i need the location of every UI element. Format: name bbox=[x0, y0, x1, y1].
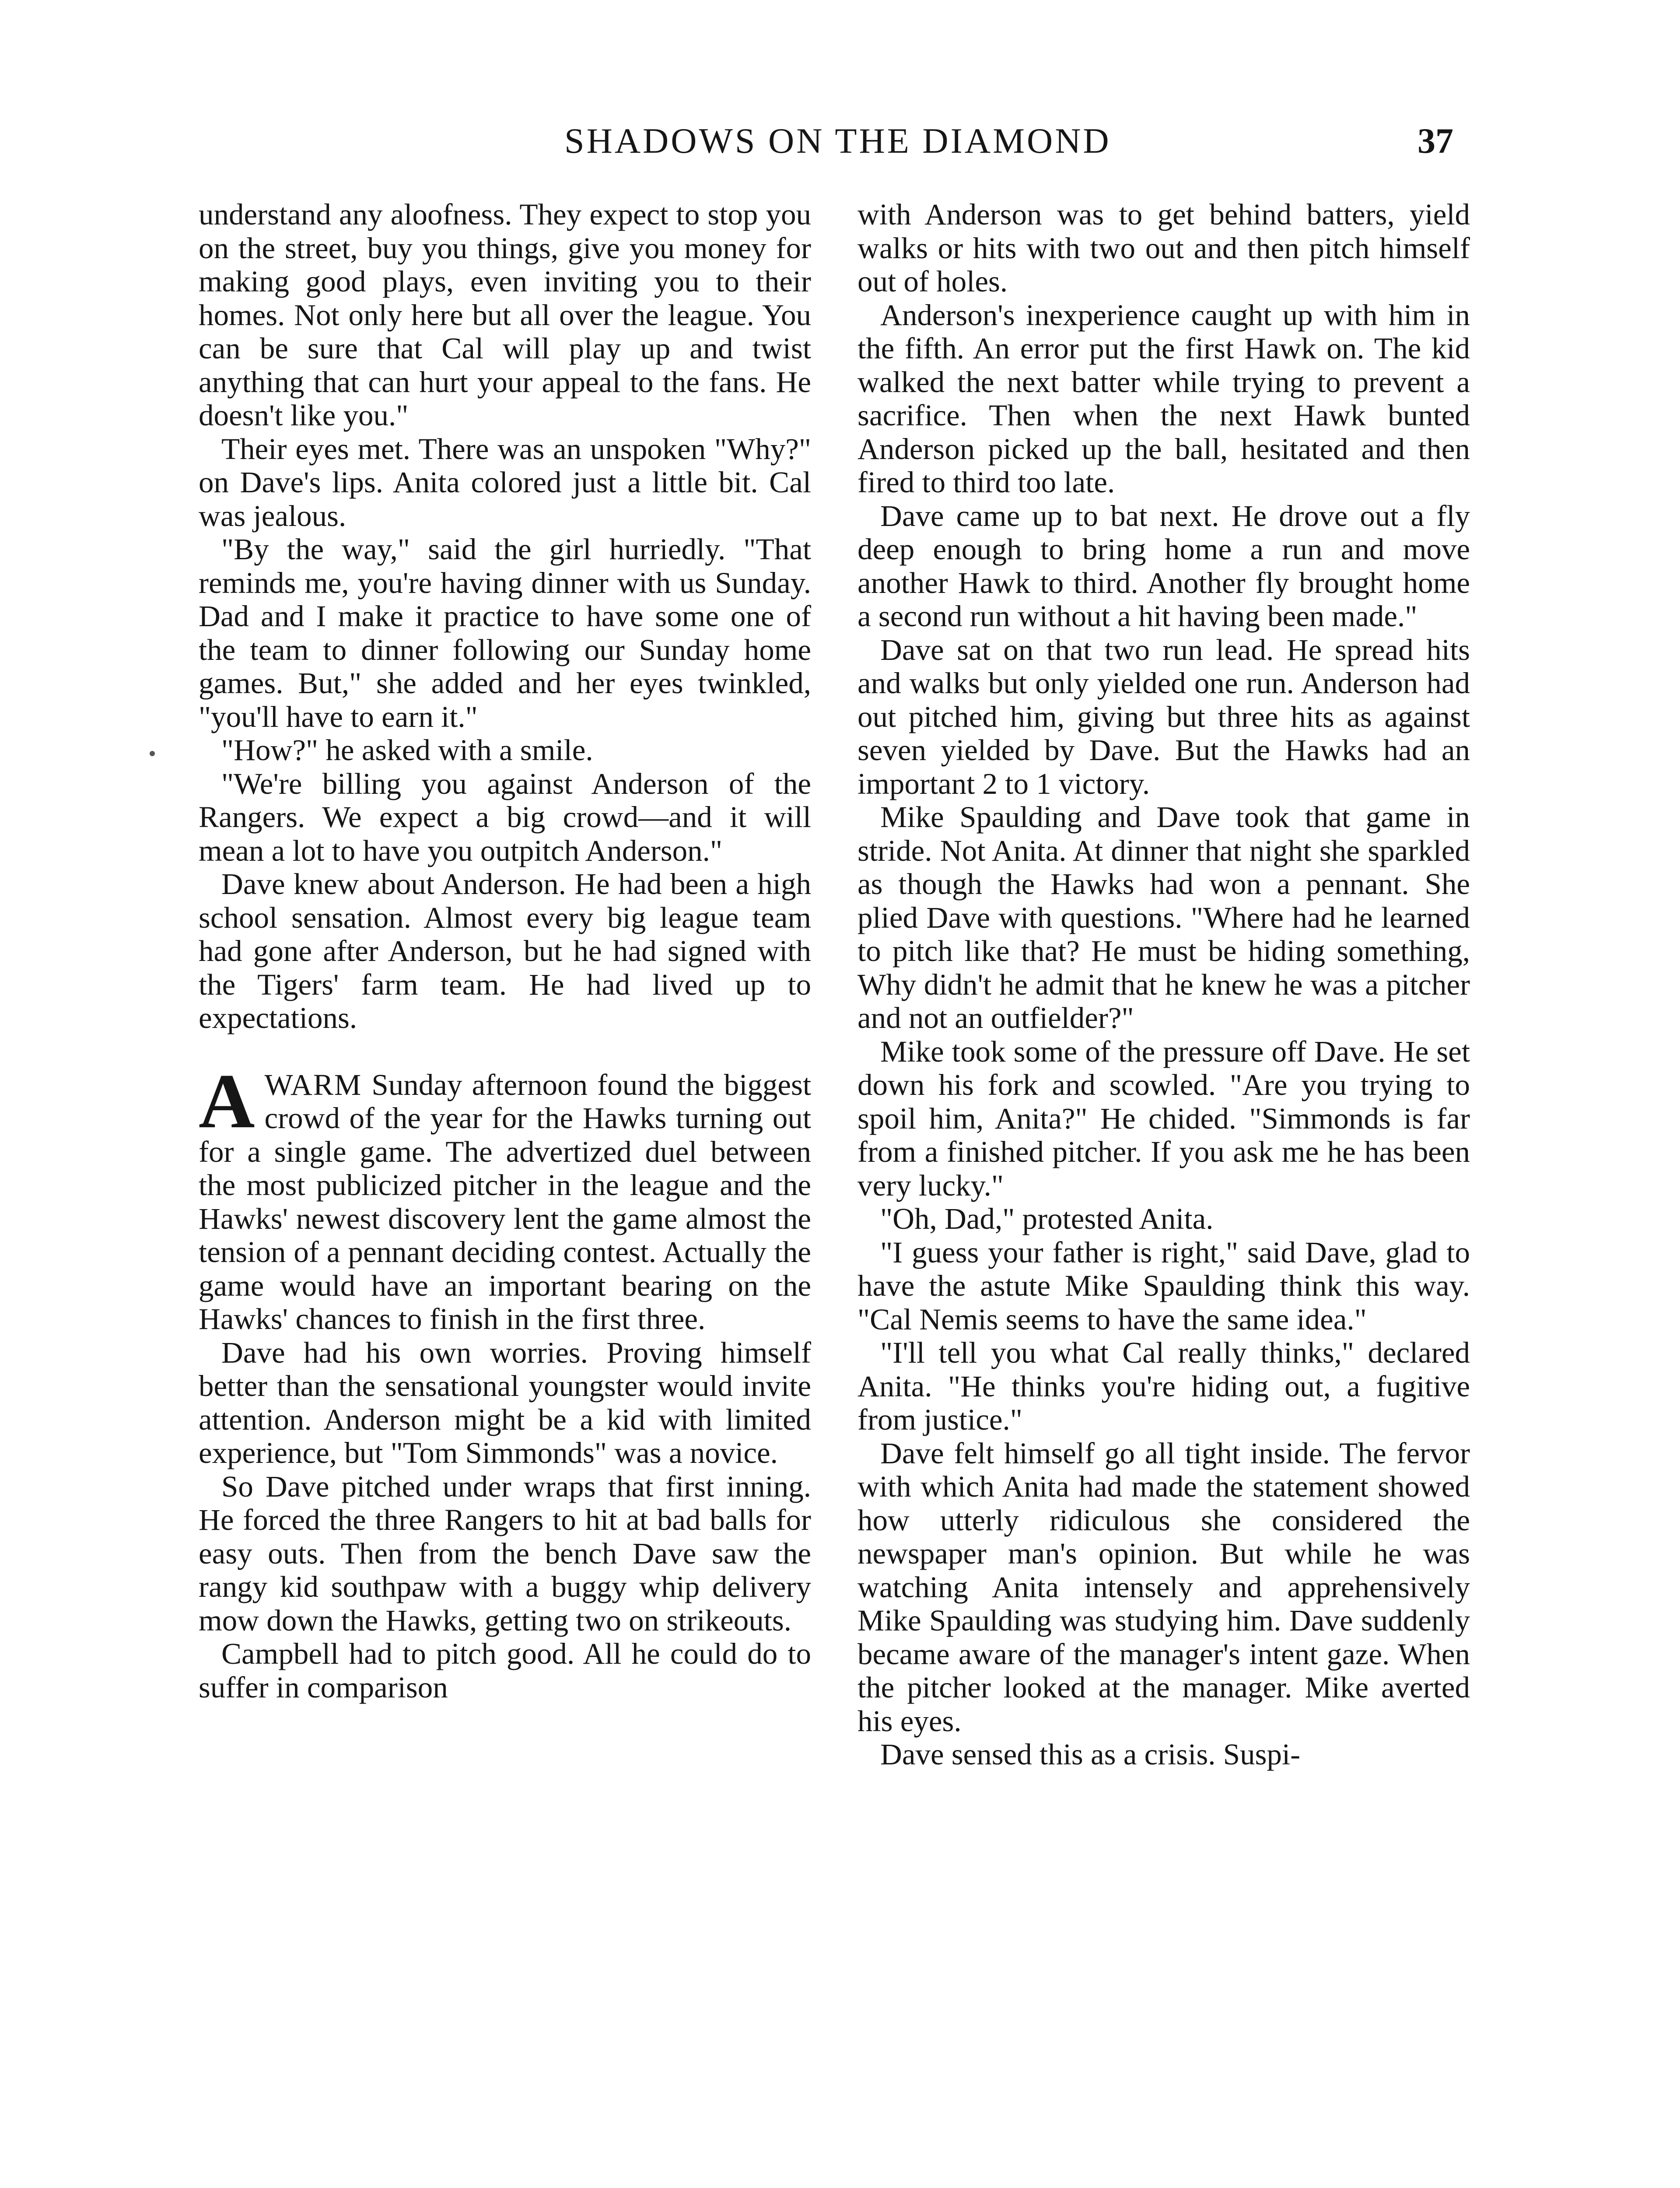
paragraph: So Dave pitched under wraps that first inning. He forced the three Rangers to hit at bad balls for easy outs. Then from the bench Dave saw the rangy kid southpaw with a buggy whip delivery mow down the Hawks, getting two on strikeouts. bbox=[199, 1469, 811, 1637]
paragraph: "I'll tell you what Cal really thinks," declared Anita. "He thinks you're hiding out, a fugitive from justice." bbox=[858, 1336, 1470, 1436]
drop-cap: A bbox=[199, 1057, 255, 1144]
paragraph: "Oh, Dad," protested Anita. bbox=[880, 1202, 1214, 1235]
paragraph: understand any aloofness. They expect to stop you on the street, buy you things, give you money for making good plays, even inviting you to their homes. Not only here but all over the league. You can be sure that Cal will play up and twist anything that can hurt your appeal to the fans. He doesn't like you." bbox=[199, 198, 811, 432]
paragraph: Mike Spaulding and Dave took that game in stride. Not Anita. At dinner that night she sparkled as though the Hawks had won a pennant. She plied Dave with questions. "Where had he learned to pitch like that? He must be hiding something, Why didn't he admit that he knew he was a pitcher and not an outfielder?" bbox=[858, 800, 1470, 1034]
paragraph: Their eyes met. There was an unspoken "Why?" on Dave's lips. Anita colored just a little bit. Cal was jealous. bbox=[199, 432, 811, 533]
paragraph: with Anderson was to get behind batters, yield walks or hits with two out and then pitch himself out of holes. bbox=[858, 198, 1470, 298]
section-break bbox=[199, 1035, 811, 1068]
paragraph: Anderson's inexperience caught up with him in the fifth. An error put the first Hawk on. The kid walked the next batter while trying to prevent a sacrifice. Then when the next Hawk bunted Anderson picked up the ball, hesitated and then fired to third too late. bbox=[858, 298, 1470, 499]
paragraph: "We're billing you against Anderson of the Rangers. We expect a big crowd—and it will mean a lot to have you outpitch Anderson." bbox=[199, 767, 811, 867]
paragraph: "I guess your father is right," said Dave, glad to have the astute Mike Spaulding think this way. "Cal Nemis seems to have the same idea." bbox=[858, 1235, 1470, 1336]
paragraph: Campbell had to pitch good. All he could do to suffer in comparison bbox=[199, 1637, 811, 1704]
lead-in-caps: WARM bbox=[264, 1068, 362, 1101]
paragraph: Dave sensed this as a crisis. Suspi- bbox=[880, 1738, 1301, 1771]
paragraph: Dave sat on that two run lead. He spread hits and walks but only yielded one run. Anderson had out pitched him, giving but three hits as against seven yielded by Dave. But the Hawks had an important 2 to 1 victory. bbox=[858, 633, 1470, 800]
paragraph-text: Sunday afternoon found the biggest crowd of the year for the Hawks turning out for a single game. The advertized duel between the most publicized pitcher in the league and the Hawks' newest discovery lent the game almost the tension of a pennant deciding contest. Actually the game would have an important bearing on the Hawks' chances to finish in the first three. bbox=[199, 1068, 812, 1336]
print-speck bbox=[150, 751, 155, 756]
section-opening-paragraph bbox=[199, 1057, 812, 1336]
right-column bbox=[858, 198, 1470, 1771]
paragraph: "By the way," said the girl hurriedly. "That reminds me, you're having dinner with us Sunday. Dad and I make it practice to have some one of the team to dinner following our Sunday home games. But," she added and her eyes twinkled, "you'll have to earn it." bbox=[199, 533, 811, 733]
paragraph: Dave had his own worries. Proving himself better than the sensational youngster would invite attention. Anderson might be a kid with limited experience, but "Tom Simmonds" was a novice. bbox=[199, 1336, 811, 1469]
left-column bbox=[199, 198, 811, 1704]
page-number: 37 bbox=[1418, 121, 1453, 161]
paragraph: Mike took some of the pressure off Dave. He set down his fork and scowled. "Are you trying to spoil him, Anita?" He chided. "Simmonds is far from a finished pitcher. If you ask me he has been very lucky." bbox=[858, 1034, 1470, 1202]
paragraph: Dave knew about Anderson. He had been a high school sensation. Almost every big league team had gone after Anderson, but he had signed with the Tigers' farm team. He had lived up to expectations. bbox=[199, 867, 811, 1034]
paragraph: Dave came up to bat next. He drove out a fly deep enough to bring home a run and move another Hawk to third. Another fly brought home a second run without a hit having been made." bbox=[858, 499, 1470, 633]
running-title: SHADOWS ON THE DIAMOND bbox=[564, 121, 1111, 161]
page-header bbox=[0, 119, 1680, 172]
paragraph: Dave felt himself go all tight inside. The fervor with which Anita had made the statement showed how utterly ridiculous she considered the newspaper man's opinion. But while he was watching Anita intensely and apprehensively Mike Spaulding was studying him. Dave suddenly became aware of the manager's intent gaze. When the pitcher looked at the manager. Mike averted his eyes. bbox=[858, 1436, 1470, 1738]
paragraph: "How?" he asked with a smile. bbox=[221, 733, 593, 767]
